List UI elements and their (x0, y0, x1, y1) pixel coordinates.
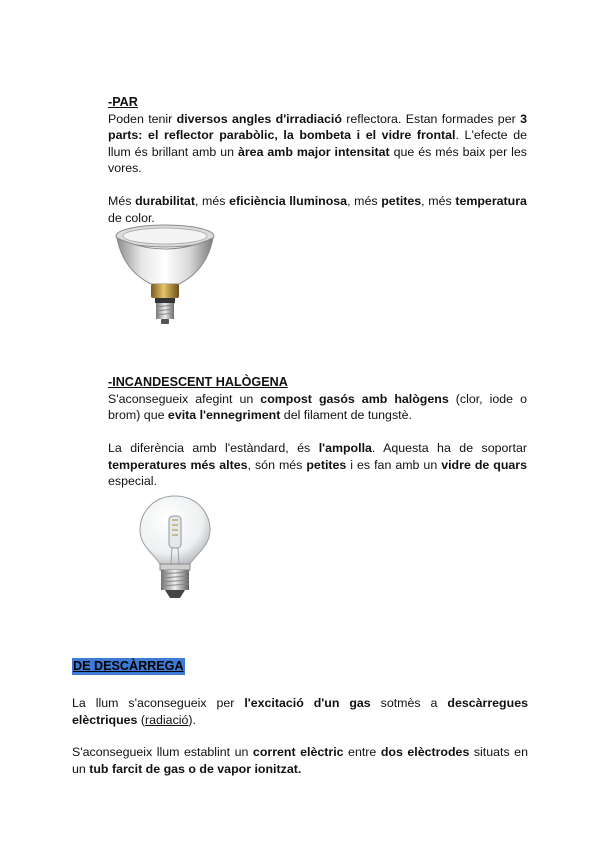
halogen-bulb-icon (134, 492, 216, 604)
halogen-paragraph-2 (108, 440, 527, 490)
halogen-paragraph-2-run-5: petites (306, 457, 347, 472)
discharge-paragraph-1-run-4: ( (137, 712, 146, 727)
par-paragraph-2-run-2: , més (194, 194, 230, 208)
halogen-heading: -INCANDESCENT HALÒGENA (108, 375, 288, 389)
halogen-paragraph-2-run-1: l'ampolla (318, 441, 372, 455)
discharge-paragraph-2-run-4: situats en un (72, 745, 528, 776)
par-paragraph-1-run-2: reflectora. Estan formades per (341, 111, 521, 126)
halogen-paragraph-1-run-1: compost gasós amb halògens (260, 391, 449, 406)
par-paragraph-2-run-1: durabilitat (135, 194, 195, 208)
par-paragraph-1-run-5: àrea amb major intensitat (237, 144, 390, 159)
halogen-paragraph-2-run-2: . Aquesta ha de soportar (371, 441, 527, 455)
par-paragraph-2-run-4: , més (347, 194, 382, 208)
par-heading: -PAR (108, 95, 138, 109)
par-paragraph-1 (108, 111, 527, 177)
par-paragraph-2-run-7: temperatura (455, 194, 527, 208)
par-paragraph-1-run-4: . L'efecte de llum és brillant amb un (108, 128, 527, 159)
par-section (108, 94, 527, 226)
par-lamp-icon (113, 222, 217, 330)
halogen-section (108, 374, 527, 490)
discharge-paragraph-1-run-6: ). (188, 712, 196, 727)
par-paragraph-2-run-5: petites (381, 194, 422, 208)
halogen-paragraph-2-run-4: , són més (247, 457, 307, 472)
discharge-paragraph-2-run-1: corrent elèctric (252, 745, 344, 759)
halogen-paragraph-1-run-0: S'aconsegueix afegint un (108, 391, 261, 406)
halogen-paragraph-2-run-8: especial. (108, 474, 157, 488)
discharge-paragraph-1-run-5: radiació (145, 712, 189, 727)
discharge-paragraph-2-run-0: S'aconsegueix llum establint un (72, 745, 253, 759)
halogen-paragraph-1 (108, 391, 527, 424)
halogen-paragraph-2-run-0: La diferència amb l'estàndard, és (108, 441, 319, 455)
discharge-paragraph-2-run-2: entre (343, 745, 381, 759)
halogen-paragraph-2-run-3: temperatures més altes (108, 457, 248, 472)
halogen-paragraph-1-run-3: evita l'ennegriment (167, 408, 281, 422)
discharge-paragraph-1-run-1: l'excitació d'un gas (244, 696, 371, 710)
discharge-paragraph-1-wrap (72, 695, 528, 728)
par-paragraph-2-run-8: de color. (108, 210, 155, 225)
halogen-paragraph-1-run-4: del filament de tungstè. (280, 408, 412, 422)
par-paragraph-1-run-0: Poden tenir (108, 111, 177, 126)
discharge-paragraph-2-wrap (72, 744, 528, 777)
discharge-paragraph-1-run-0: La llum s'aconsegueix per (72, 696, 245, 710)
discharge-paragraph-1-run-3: descàrregues elèctriques (72, 696, 528, 727)
halogen-paragraph-2-run-6: i es fan amb un (346, 457, 442, 472)
par-paragraph-2-run-0: Més (108, 194, 136, 208)
discharge-paragraph-2 (72, 744, 528, 777)
discharge-paragraph-2-run-5: tub farcit de gas o de vapor ionitzat. (89, 761, 302, 776)
par-paragraph-1-run-1: diversos angles d'irradiació (176, 111, 342, 126)
discharge-paragraph-1-run-2: sotmès a (370, 696, 448, 710)
discharge-paragraph-2-run-3: dos elèctrodes (380, 745, 470, 759)
discharge-paragraph-1 (72, 695, 528, 728)
par-paragraph-2-run-6: , més (421, 194, 456, 208)
par-paragraph-1-run-6: que és més baix per les vores. (108, 144, 527, 175)
halogen-paragraph-2-run-7: vidre de quars (441, 457, 528, 472)
par-paragraph-1-run-3: 3 parts: el reflector parabòlic, la bombeta i el vidre frontal (108, 111, 527, 142)
halogen-paragraph-1-run-2: (clor, iode o brom) que (108, 391, 527, 422)
par-paragraph-2-run-3: eficiència lluminosa (229, 194, 348, 208)
discharge-heading: DE DESCÀRREGA (73, 659, 184, 673)
